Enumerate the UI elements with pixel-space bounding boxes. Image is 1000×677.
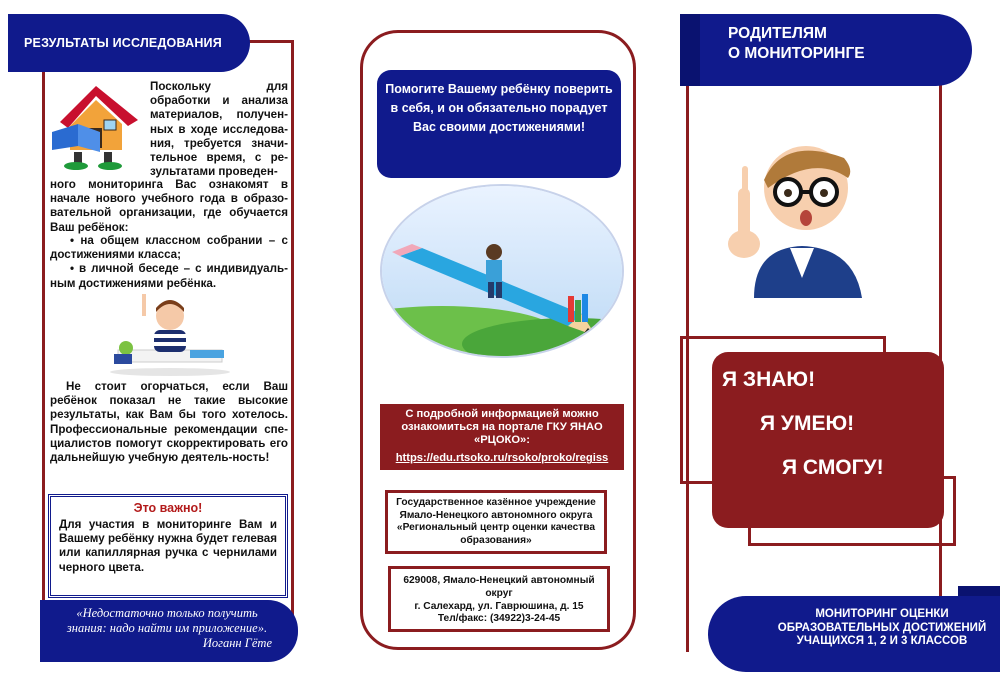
left-paragraph-1-bottom: ного мониторинга Вас ознакомят в начале нового учебного года в образо-вательной организации, где обучается Ваш ребёнок:	[50, 178, 288, 234]
info-box	[380, 404, 624, 470]
quote-author: Иоганн Гёте	[202, 636, 272, 650]
bullet-class-meeting: • на общем классном собрании – с достижениями класса;	[50, 234, 288, 262]
left-paragraph-1-top: Поскольку для обработки и анализа материалов, получен-ных в ходе исследова-ния, требуется значи-тельное время, с ре-зультатами проведен-	[150, 80, 288, 179]
quote-box	[40, 600, 298, 662]
address-box	[388, 566, 610, 632]
boy-studying-illustration	[104, 292, 234, 376]
address-line-2: г. Салехард, ул. Гаврюшина, д. 15	[414, 600, 584, 612]
info-text: С подробной информацией можно ознакомиться на портале ГКУ ЯНАО «РЦОКО»:	[401, 408, 603, 446]
organization-box	[385, 490, 607, 554]
address-line-1: 629008, Ямало-Ненецкий автономный округ	[403, 575, 595, 599]
left-bullet-list	[50, 234, 288, 291]
header-line-2: О МОНИТОРИНГЕ	[728, 45, 865, 62]
footer-text: МОНИТОРИНГ ОЦЕНКИ ОБРАЗОВАТЕЛЬНЫХ ДОСТИЖЕНИЙ УЧАЩИХСЯ 1, 2 И 3 КЛАССОВ	[777, 608, 987, 647]
header-accent	[680, 14, 700, 86]
right-panel-footer	[708, 596, 1000, 672]
slogan-can: Я УМЕЮ!	[760, 412, 855, 435]
right-panel-header	[680, 14, 972, 86]
important-text: Для участия в мониторинге Вам и Вашему ребёнку нужна будет гелевая или капиллярная ручка с чернилами черного цвета.	[59, 518, 277, 574]
pencil-flight-illustration	[380, 184, 624, 358]
header-line-1: РОДИТЕЛЯМ	[728, 25, 827, 42]
portal-link[interactable]: https://edu.rtsoko.ru/rsoko/proko/regiss	[395, 452, 609, 465]
left-panel-header	[8, 14, 250, 72]
important-notice-box	[48, 494, 288, 598]
organization-name: Государственное казённое учреждение Ямало-Ненецкого автономного округа «Региональный центр оценки качества образования»	[396, 497, 596, 546]
callout-box	[377, 70, 621, 178]
house-reading-illustration	[48, 80, 144, 170]
address-phone: Тел/факс: (34922)3-24-45	[437, 613, 561, 625]
boy-with-glasses-illustration	[694, 118, 910, 298]
bullet-personal-talk: • в личной беседе – с индивидуаль-ным достижениями ребёнка.	[50, 262, 288, 290]
important-title: Это важно!	[133, 501, 203, 515]
callout-text: Помогите Вашему ребёнку поверить в себя, и он обязательно порадует Вас своими достижениями!	[385, 82, 613, 134]
slogan-will: Я СМОГУ!	[782, 456, 884, 479]
left-panel-title: РЕЗУЛЬТАТЫ ИССЛЕДОВАНИЯ	[24, 36, 222, 50]
slogan-know: Я ЗНАЮ!	[722, 368, 816, 391]
quote-text: «Недостаточно только получить знания: надо найти им приложение».	[66, 606, 268, 635]
slogan-box	[712, 352, 944, 528]
left-paragraph-2: Не стоит огорчаться, если Ваш ребёнок показал не такие высокие результаты, как Вам бы того хотелось. Профессиональные рекомендации спе-циалистов помогут скорректировать его дальнейшую учебную деятель-ность!	[50, 380, 288, 465]
